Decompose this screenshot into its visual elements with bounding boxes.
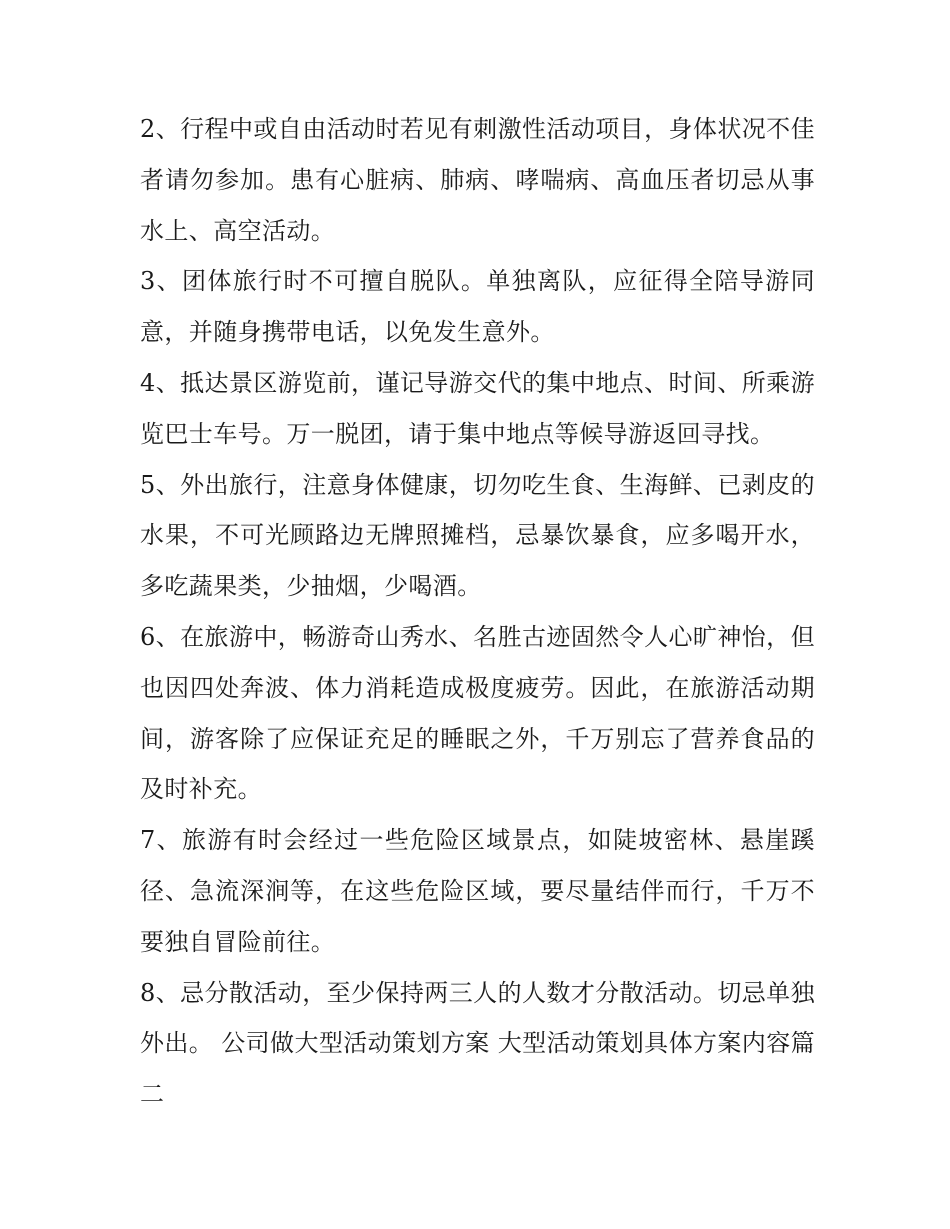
paragraph-item-8: 8、忌分散活动，至少保持两三人的人数才分散活动。切忌单独外出。 公司做大型活动策划方案 大型活动策划具体方案内容篇二 [140, 978, 815, 1109]
paragraph-item-3: 3、团体旅行时不可擅自脱队。单独离队，应征得全陪导游同意，并随身携带电话，以免发生意外。 [140, 267, 815, 347]
paragraph-item-7: 7、旅游有时会经过一些危险区域景点，如陡坡密林、悬崖蹊径、急流深涧等，在这些危险区域，要尽量结伴而行，千万不要独自冒险前往。 [140, 826, 815, 956]
paragraph-item-4: 4、抵达景区游览前，谨记导游交代的集中地点、时间、所乘游览巴士车号。万一脱团，请于集中地点等候导游返回寻找。 [140, 368, 815, 448]
document-body [140, 104, 815, 1120]
paragraph-item-5: 5、外出旅行，注意身体健康，切勿吃生食、生海鲜、已剥皮的水果，不可光顾路边无牌照摊档，忌暴饮暴食，应多喝开水，多吃蔬果类，少抽烟，少喝酒。 [140, 470, 815, 601]
paragraph-item-6: 6、在旅游中，畅游奇山秀水、名胜古迹固然令人心旷神怡，但也因四处奔波、体力消耗造成极度疲劳。因此，在旅游活动期间，游客除了应保证充足的睡眠之外，千万别忘了营养食品的及时补充。 [140, 622, 815, 804]
paragraph-item-2: 2、行程中或自由活动时若见有刺激性活动项目，身体状况不佳者请勿参加。患有心脏病、肺病、哮喘病、高血压者切忌从事水上、高空活动。 [140, 115, 815, 245]
